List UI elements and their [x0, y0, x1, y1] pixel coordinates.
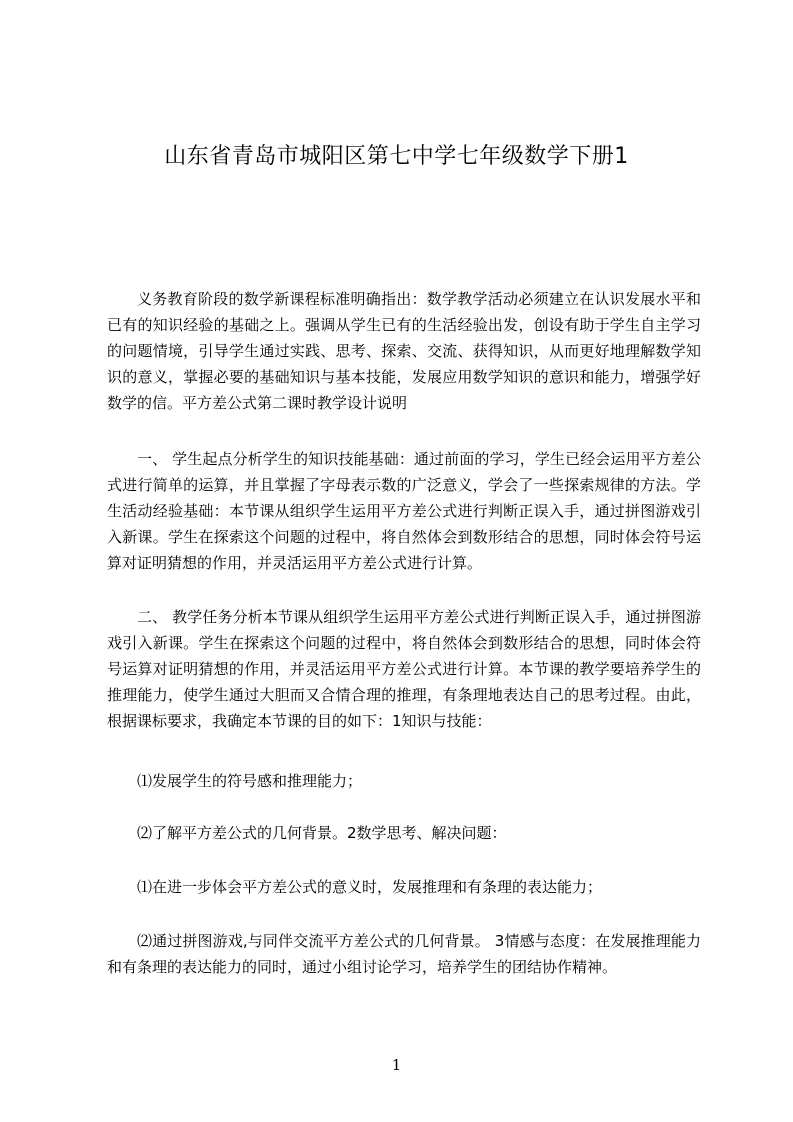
- list-item-3: ⑴在进一步体会平方差公式的意义时，发展推理和有条理的表达能力；: [137, 878, 603, 896]
- paragraph-section-1: 一、 学生起点分析学生的知识技能基础：通过前面的学习，学生已经会运用平方差公式进行简单的运算，并且掌握了字母表示数的广泛意义，学会了一些探索规律的方法。学生活动经验基础：本节课从组织学生运用平方差公式进行判断正误入手，通过拼图游戏引入新课。学生在探索这个问题的过程中，将自然体会到数形结合的思想，同时体会符号运算对证明猜想的作用，并灵活运用平方差公式进行计算。: [107, 450, 701, 572]
- paragraph-section-2: 二、 教学任务分析本节课从组织学生运用平方差公式进行判断正误入手，通过拼图游戏引入新课。学生在探索这个问题的过程中，将自然体会到数形结合的思想，同时体会符号运算对证明猜想的作用，并灵活运用平方差公式进行计算。本节课的教学要培养学生的推理能力，使学生通过大胆而又合情合理的推理，有条理地表达自己的思考过程。由此，根据课标要求，我确定本节课的目的如下：1知识与技能：: [107, 608, 701, 730]
- page-number: 1: [391, 1056, 402, 1074]
- list-item-4: ⑵通过拼图游戏,与同伴交流平方差公式的几何背景。 3情感与态度：在发展推理能力和有条理的表达能力的同时，通过小组讨论学习，培养学生的团结协作精神。: [107, 932, 701, 976]
- list-item-2: ⑵了解平方差公式的几何背景。2数学思考、解决问题：: [137, 824, 507, 842]
- paragraph-intro: 义务教育阶段的数学新课程标准明确指出：数学教学活动必须建立在认识发展水平和已有的知识经验的基础之上。强调从学生已有的生活经验出发，创设有助于学生自主学习的问题情境，引导学生通过实践、思考、探索、交流、获得知识，从而更好地理解数学知识的意义，掌握必要的基础知识与基本技能，发展应用数学知识的意识和能力，增强学好数学的信。平方差公式第二课时教学设计说明: [107, 290, 701, 412]
- list-item-1: ⑴发展学生的符号感和推理能力；: [137, 772, 363, 790]
- document-title: 山东省青岛市城阳区第七中学七年级数学下册1: [164, 144, 629, 169]
